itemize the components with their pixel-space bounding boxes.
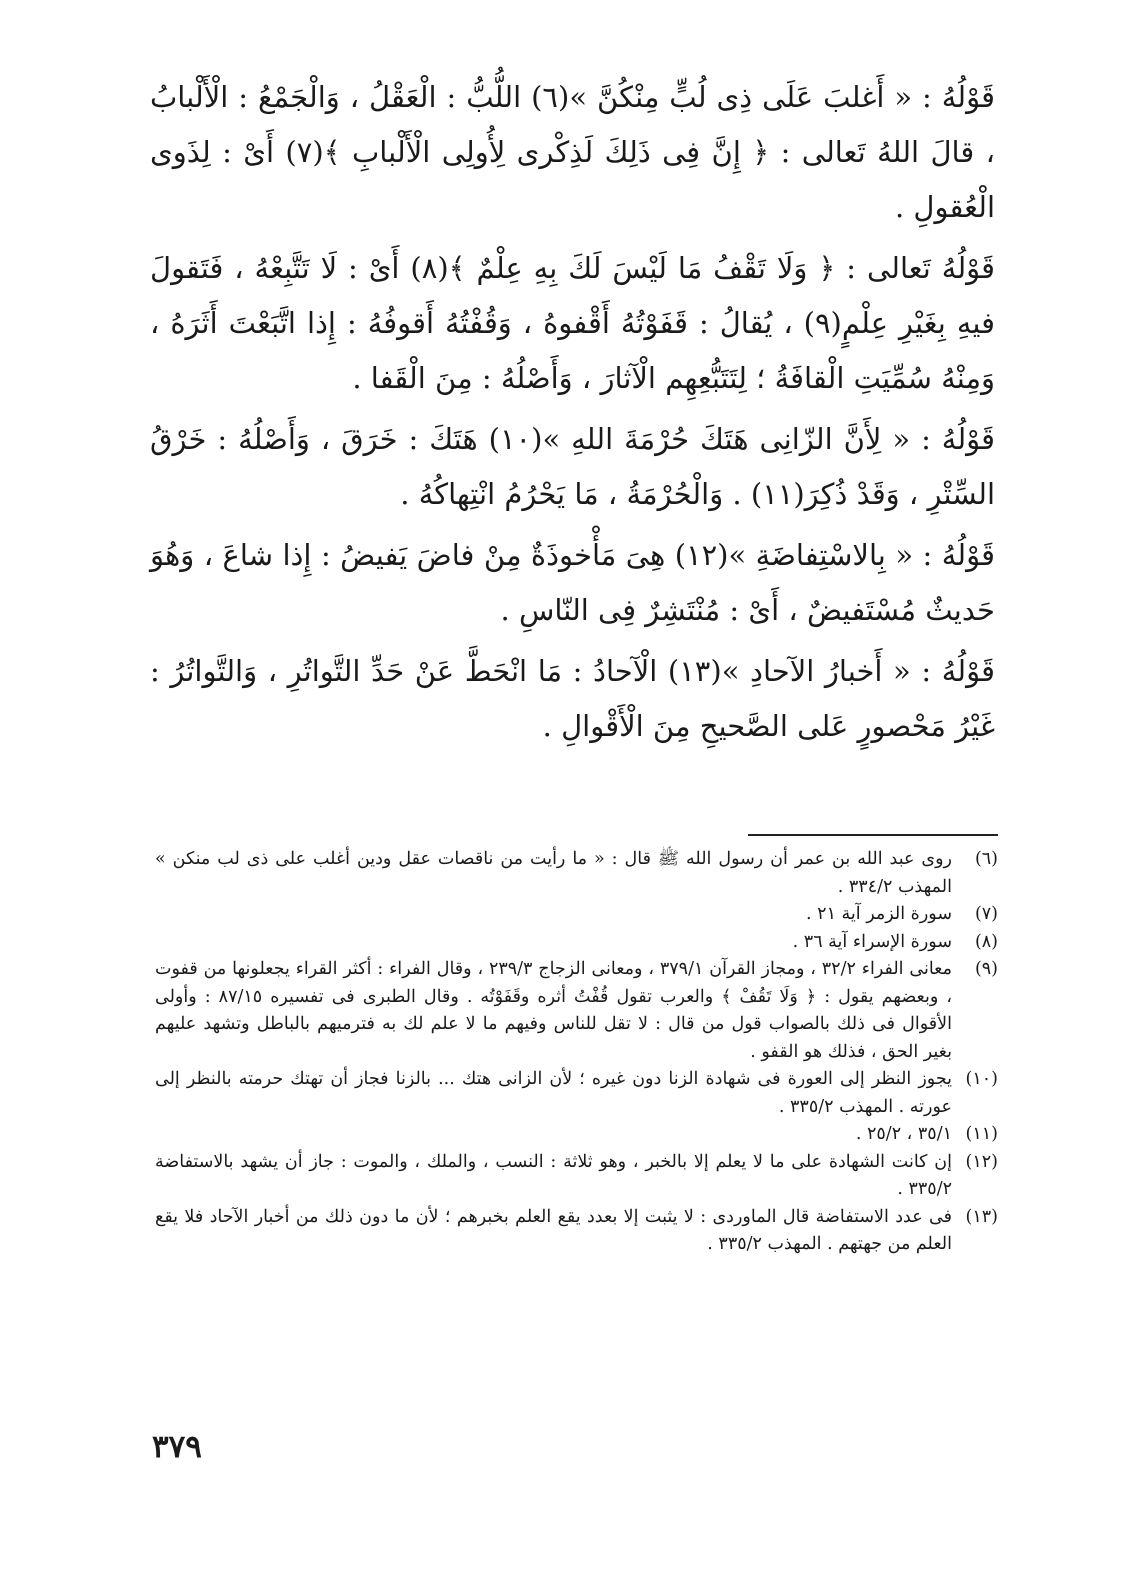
footnote-separator [748, 834, 998, 836]
paragraph-4: قَوْلُهُ : « بِالاسْتِفاضَةِ »(١٢) هِىَ مَأْخوذَةٌ مِنْ فاضَ يَفيضُ : إِذا شاعَ ، وَهُوَ حَديثٌ مُسْتَفيضٌ ، أَىْ : مُنْتَشِرٌ فِى النّاسِ . [150, 538, 995, 627]
footnote-number: (٩) [974, 959, 998, 979]
footnote-text: فى عدد الاستفاضة قال الماوردى : لا يثبت إلا بعدد يقع العلم بخبرهم ؛ لأن ما دون ذلك من أخبار الآحاد فلا يقع العلم من جهتهم . المهذب ٣٣٥/٢ . [155, 1206, 952, 1254]
paragraph-3: قَوْلُهُ : « لِأَنَّ الزّانِى هَتَكَ حُرْمَةَ اللهِ »(١٠) هَتَكَ : خَرَقَ ، وَأَصْلُهُ : خَرْقُ السِّتْرِ ، وَقَدْ ذُكِرَ(١١) . وَالْحُرْمَةُ ، مَا يَحْرُمُ انْتِهاكُهُ . [150, 422, 996, 511]
footnote-13 [155, 1204, 998, 1259]
footnote-text: سورة الإسراء آية ٣٦ . [792, 931, 952, 952]
paragraph-2: قَوْلُهُ تَعالى : ﴿ وَلَا تَقْفُ مَا لَيْسَ لَكَ بِهِ عِلْمٌ ﴾(٨) أَىْ : لَا تَتَّبِعْهُ ، فَتَقولَ فيهِ بِغَيْرِ عِلْمٍ(٩) ، يُقالُ : قَفَوْتُهُ أَقْفوهُ ، وَقُفْتُهُ أَقوفُهُ : إِذا اتَّبَعْتَ أَثَرَهُ ، وَمِنْهُ سُمِّيَتِ الْقافَةُ ؛ لِتَتَبُّعِهِم الْآثارَ ، وَأَصْلُهُ : مِنَ الْقَفا . [150, 251, 996, 395]
footnote-9 [155, 956, 998, 1066]
footnote-number: (١٠) [965, 1069, 998, 1089]
footnote-12 [155, 1149, 998, 1204]
footnote-number: (١١) [965, 1124, 998, 1144]
footnote-text: معانى الفراء ٣٢/٢ ، ومجاز القرآن ٣٧٩/١ ، ومعانى الزجاج ٢٣٩/٣ ، وقال الفراء : أكثر القراء يجعلونها من قفوت ، وبعضهم يقول : ﴿ وَلَا تَقُفْ ﴾ والعرب تقول قُفْتُ أثره وقَفَوْتُه . وقال الطبرى فى تفسيره ٨٧/١٥ : وأولى الأقوال فى ذلك بالصواب قول من قال : لا تقل للناس وفيهم ما لا علم لك به فترميهم بالباطل وتشهد عليهم بغير الحق ، فذلك هو القفو . [155, 959, 952, 1062]
paragraph-1: قَوْلُهُ : « أَغلبَ عَلَى ذِى لُبٍّ مِنْكُنَّ »(٦) اللُّبُّ : الْعَقْلُ ، وَالْجَمْعُ : الْأَلْبابُ ، قالَ اللهُ تَعالى : ﴿ إِنَّ فِى ذَلِكَ لَذِكْرى لِأُولِى الْأَلْبابِ ﴾(٧) أَىْ : لِذَوى الْعُقولِ . [150, 80, 995, 224]
footnote-text: يجوز النظر إلى العورة فى شهادة الزنا دون غيره ؛ لأن الزانى هتك ... بالزنا فجاز أن تهتك حرمته بالنظر إلى عورته . المهذب ٣٣٥/٢ . [155, 1069, 952, 1117]
footnote-text: ٣٥/١ ، ٢٥/٢ . [855, 1124, 952, 1144]
paragraph-5: قَوْلُهُ : « أَخبارُ الآحادِ »(١٣) الْآحادُ : مَا انْحَطَّ عَنْ حَدِّ التَّواتُرِ ، وَالتَّواتُرُ : غَيْرُ مَحْصورٍ عَلى الصَّحيحِ مِنَ الْأَقْوالِ . [150, 654, 995, 743]
footnote-text: روى عبد الله بن عمر أن رسول الله ﷺ قال : « ما رأيت من ناقصات عقل ودين أغلب على ذى لب منكن » المهذب ٣٣٤/٢ . [155, 849, 952, 897]
footnote-11 [155, 1121, 998, 1149]
footnote-text: سورة الزمر آية ٢١ . [806, 904, 952, 924]
footnotes [155, 846, 998, 1259]
main-text [150, 70, 995, 760]
footnote-number: (١٣) [965, 1206, 998, 1227]
page-number: ٣٧٩ [152, 1429, 202, 1465]
footnote-text: إن كانت الشهادة على ما لا يعلم إلا بالخبر ، وهو ثلاثة : النسب ، والملك ، والموت : جاز أن يشهد بالاستفاضة ٣٣٥/٢ . [155, 1151, 952, 1199]
footnote-number: (٧) [974, 904, 998, 924]
footnote-10 [155, 1066, 998, 1121]
footnote-8 [155, 929, 998, 957]
footnote-7 [155, 901, 998, 929]
footnote-number: (٦) [974, 849, 998, 869]
footnote-number: (٨) [974, 931, 998, 952]
footnote-number: (١٢) [965, 1151, 998, 1172]
footnote-6 [155, 846, 998, 901]
